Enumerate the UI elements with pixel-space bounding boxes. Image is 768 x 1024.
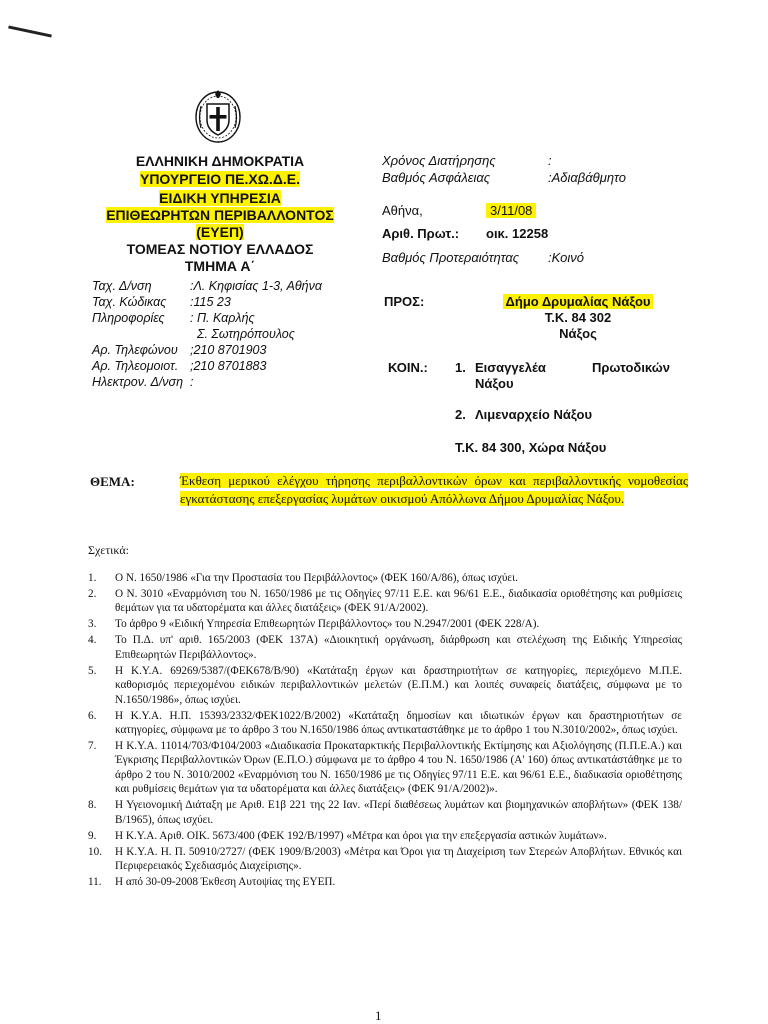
letterhead-line: ΕΙΔΙΚΗ ΥΠΗΡΕΣΙΑ bbox=[159, 190, 281, 206]
list-item: 9. Η Κ.Υ.Α. Αριθ. ΟΙΚ. 5673/400 (ΦΕΚ 192/Β/1997) «Μέτρα και όροι για την επεξεργασία αστικών λυμάτων». bbox=[88, 829, 607, 842]
list-item: 2. Ο Ν. 3010 «Εναρμόνιση του Ν. 1650/1986 με τις Οδηγίες 97/11 Ε.Ε. και 96/61 Ε.Ε., διαδικασία οριοθέτησης και ρυθμίσεις θεμάτων για τα υδατορέματα και άλλες διατάξεις» (ΦΕΚ 91/Α/2002). bbox=[88, 588, 682, 615]
cc-num: 1. bbox=[455, 360, 466, 375]
list-item: 3. Το άρθρο 9 «Ειδική Υπηρεσία Επιθεωρητών Περιβάλλοντος» του Ν.2947/2001 (ΦΕΚ 228/Α). bbox=[88, 618, 540, 631]
security-row: Βαθμός Ασφάλειας :Αδιαβάθμητο bbox=[382, 170, 626, 185]
related-label: Σχετικά: bbox=[88, 543, 129, 557]
recipient-postal: Τ.Κ. 84 302 bbox=[544, 310, 612, 325]
contact-row: Ηλεκτρον. Δ/νση : bbox=[92, 375, 194, 389]
list-item: 7. Η Κ.Υ.Α. 11014/703/Φ104/2003 «Διαδικασία Προκαταρκτικής Περιβαλλοντικής Εκτίμησης και Αξιολόγησης (Π.Π.Ε.Α.) και Έγκρισης Περιβαλλοντικών Όρων (Ε.Π.Ο.) σύμφωνα με το άρθρο 4 του Ν. 1650/1986 (Α' 160) όπως αντικατάστάθηκε με το άρθρο 2 του Ν. 3010/2002 «Εναρμόνιση του Ν. 1650/1986 με τις Οδηγίες 97/11 Ε.Ε. και 96/61 Ε.Ε., διαδικασία οριοθέτησης και ρυθμίσεις θεμάτων για τα υδατορέματα και άλλες διατάξεις» (ΦΕΚ 91/Α/2002)». bbox=[88, 740, 682, 796]
protocol-row: Αριθ. Πρωτ.: οικ. 12258 bbox=[382, 226, 549, 241]
contact-row: Αρ. Τηλεομοιοτ. ;210 8701883 bbox=[92, 359, 267, 373]
contact-row: Πληροφορίες : Π. Καρλής bbox=[92, 311, 255, 325]
list-item: 6. Η Κ.Υ.Α. Η.Π. 15393/2332/ΦΕΚ1022/Β/2002) «Κατάταξη δημοσίων και ιδιωτικών έργων και δραστηριοτήτων σε κατηγορίες, σύμφωνα με το άρθρο 3 του Ν.1650/1986 όπως αντικαταστάθηκε με το άρθρο 1 του Ν.3010/2002», όπως ισχύει. bbox=[88, 709, 682, 737]
contact-row: Ταχ. Κώδικας :115 23 bbox=[92, 295, 231, 309]
list-item: 10. Η Κ.Υ.Α. Η. Π. 50910/2727/ (ΦΕΚ 1909/Β/2003) «Μέτρα και Όροι για τη Διαχείριση των Στερεών Αποβλήτων. Εθνικός και Περιφερειακός Σχεδιασμός Διαχείρισης». bbox=[88, 845, 682, 873]
recipient-label: ΠΡΟΣ: bbox=[384, 294, 425, 309]
letterhead-line: (ΕΥΕΠ) bbox=[196, 224, 244, 240]
letterhead-line: ΤΜΗΜΑ Α΄ bbox=[184, 258, 256, 274]
cc-item-1-b: Πρωτοδικών bbox=[592, 360, 670, 375]
letterhead-line: ΕΠΙΘΕΩΡΗΤΩΝ ΠΕΡΙΒΑΛΛΟΝΤΟΣ bbox=[106, 207, 334, 223]
list-item: 8. Η Υγειονομική Διάταξη με Αριθ. Ε1β 221 της 22 Ιαν. «Περί διαθέσεως λυμάτων και βιομηχανικών αποβλήτων» (ΦΕΚ 138/Β/1965), όπως ισχύει. bbox=[88, 799, 682, 826]
list-item: 11. Η από 30-09-2008 Έκθεση Αυτοψίας της ΕΥΕΠ. bbox=[88, 876, 336, 889]
letterhead-line: ΤΟΜΕΑΣ ΝΟΤΙΟΥ ΕΛΛΑΔΟΣ bbox=[126, 241, 314, 257]
letterhead-line: ΥΠΟΥΡΓΕΙΟ ΠΕ.ΧΩ.Δ.Ε. bbox=[139, 171, 300, 187]
date-row: Αθήνα, 3/11/08 bbox=[382, 203, 536, 218]
page-number: 1 bbox=[375, 1008, 382, 1023]
related-list bbox=[88, 571, 682, 891]
cc-address: Τ.Κ. 84 300, Χώρα Νάξου bbox=[455, 440, 607, 455]
recipient-name: Δήμο Δρυμαλίας Νάξου bbox=[503, 294, 654, 309]
subject-label: ΘΕΜΑ: bbox=[90, 474, 135, 489]
contact-row: Ταχ. Δ/νση :Λ. Κηφισίας 1-3, Αθήνα bbox=[92, 279, 322, 293]
retention-row: Χρόνος Διατήρησης : bbox=[382, 153, 552, 168]
list-item: 4. Το Π.Δ. υπ' αριθ. 165/2003 (ΦΕΚ 137Α) «Διοικητική οργάνωση, διάρθρωση και στελέχωση της Ειδικής Υπηρεσίας Επιθεωρητών Περιβάλλοντος». bbox=[88, 634, 682, 661]
cc-item-2: Λιμεναρχείο Νάξου bbox=[475, 407, 593, 422]
letterhead-line: ΕΛΛΗΝΙΚΗ ΔΗΜΟΚΡΑΤΙΑ bbox=[135, 153, 305, 169]
priority-row: Βαθμός Προτεραιότητας :Κοινό bbox=[382, 250, 584, 265]
coat-of-arms-icon bbox=[193, 88, 243, 144]
contact-row: Αρ. Τηλεφώνου ;210 8701903 bbox=[92, 343, 267, 357]
subject-text: Έκθεση μερικού ελέγχου τήρησης περιβαλλοντικών όρων και περιβαλλοντικής νομοθεσίας εγκατάστασης επεξεργασίας λυμάτων οικισμού Απόλλωνα Δήμου Δρυμαλίας Νάξου. bbox=[180, 473, 688, 506]
cc-item-1: Εισαγγελέα bbox=[475, 360, 546, 375]
scan-mark bbox=[8, 25, 52, 37]
cc-item-1-line2: Νάξου bbox=[475, 376, 514, 391]
list-item: 5. Η Κ.Υ.Α. 69269/5387/(ΦΕΚ678/Β/90) «Κατάταξη έργων και δραστηριοτήτων σε κατηγορίες, περιεχόμενο Μ.Π.Ε. καθορισμός περιεχομένου ειδικών περιβαλλοντικών μελετών (Ε.Π.Μ.) και λοιπές συναφείς διατάξεις, σύμφωνα με το Ν.1650/1986», όπως ισχύει. bbox=[88, 664, 682, 706]
recipient-block bbox=[468, 294, 688, 342]
cc-label: ΚΟΙΝ.: bbox=[388, 360, 428, 375]
contact-row: Σ. Σωτηρόπουλος bbox=[190, 327, 295, 341]
recipient-place: Νάξος bbox=[559, 326, 597, 341]
list-item: 1. Ο Ν. 1650/1986 «Για την Προστασία του Περιβάλλοντος» (ΦΕΚ 160/Α/86), όπως ισχύει. bbox=[88, 572, 518, 584]
cc-num: 2. bbox=[455, 407, 466, 422]
